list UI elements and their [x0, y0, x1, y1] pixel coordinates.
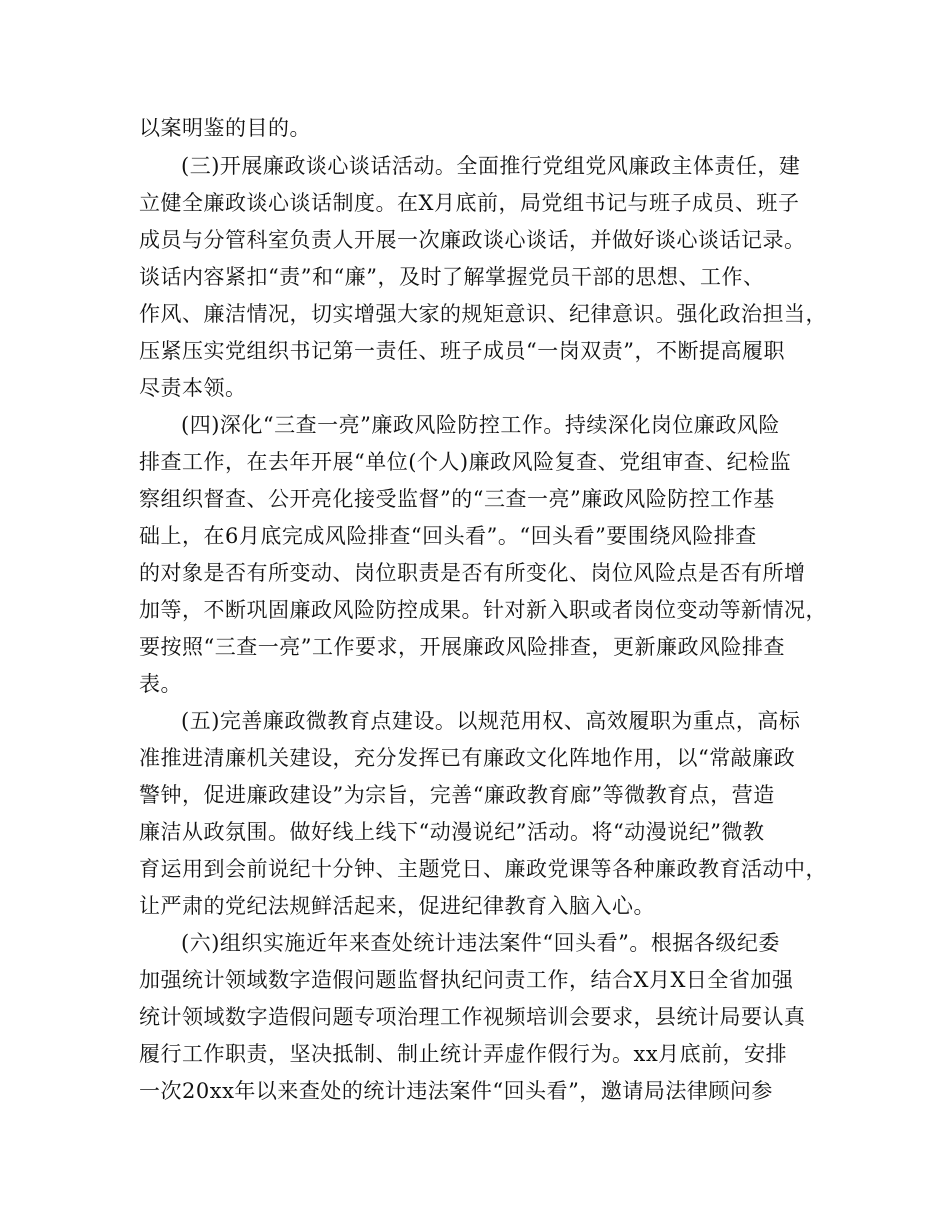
text-line: 础上，在6月底完成风险排查“回头看”。“回头看”要围绕风险排查 — [139, 524, 757, 548]
text-line: 加强统计领域数字造假问题监督执纪问责工作，结合X月X日全省加强 — [139, 968, 794, 992]
text-line: 统计领域数字造假问题专项治理工作视频培训会要求，县统计局要认真 — [139, 1005, 806, 1029]
text-line: 成员与分管科室负责人开展一次廉政谈心谈话，并做好谈心谈话记录。 — [139, 228, 806, 252]
text-line: 排查工作，在去年开展“单位(个人)廉政风险复查、党组审查、纪检监 — [139, 450, 792, 474]
text-line: 廉洁从政氛围。做好线上线下“动漫说纪”活动。将“动漫说纪”微教 — [139, 820, 765, 844]
text-line: 的对象是否有所变动、岗位职责是否有所变化、岗位风险点是否有所增 — [139, 561, 806, 585]
text-line: 育运用到会前说纪十分钟、主题党日、廉政党课等各种廉政教育活动中， — [139, 857, 827, 881]
paragraph-6-heading-line: (六)组织实施近年来查处统计违法案件“回头看”。根据各级纪委 — [181, 931, 780, 955]
text-line: 作风、廉洁情况，切实增强大家的规矩意识、纪律意识。强化政治担当， — [139, 302, 827, 326]
paragraph-5-heading-line: (五)完善廉政微教育点建设。以规范用权、高效履职为重点，高标 — [181, 709, 801, 733]
text-line: 履行工作职责，坚决抵制、制止统计弄虚作假行为。xx月底前，安排 — [139, 1042, 788, 1066]
paragraph-4-heading-line: (四)深化“三查一亮”廉政风险防控工作。持续深化岗位廉政风险 — [181, 413, 780, 437]
text-line: 察组织督查、公开亮化接受监督”的“三查一亮”廉政风险防控工作基 — [139, 487, 775, 511]
text-line: 表。 — [139, 672, 182, 696]
text-line: 准推进清廉机关建设，充分发挥已有廉政文化阵地作用，以“常敲廉政 — [139, 746, 796, 770]
text-line: 尽责本领。 — [139, 376, 247, 400]
text-line: 要按照“三查一亮”工作要求，开展廉政风险排查，更新廉政风险排查 — [139, 635, 785, 659]
text-line: 让严肃的党纪法规鲜活起来，促进纪律教育入脑入心。 — [139, 894, 655, 918]
text-line: 以案明鉴的目的。 — [139, 116, 311, 140]
text-line: 警钟，促进廉政建设”为宗旨，完善“廉政教育廊”等微教育点，营造 — [139, 783, 775, 807]
text-line: 一次20xx年以来查处的统计违法案件“回头看”，邀请局法律顾问参 — [139, 1079, 773, 1103]
text-line: 压紧压实党组织书记第一责任、班子成员“一岗双责”，不断提高履职 — [139, 339, 785, 363]
text-line: 立健全廉政谈心谈话制度。在X月底前，局党组书记与班子成员、班子 — [139, 191, 800, 215]
paragraph-3-heading-line: (三)开展廉政谈心谈话活动。全面推行党组党风廉政主体责任，建 — [181, 154, 801, 178]
text-line: 谈话内容紧扣“责”和“廉”，及时了解掌握党员干部的思想、工作、 — [139, 265, 765, 289]
text-line: 加等，不断巩固廉政风险防控成果。针对新入职或者岗位变动等新情况， — [139, 598, 827, 622]
